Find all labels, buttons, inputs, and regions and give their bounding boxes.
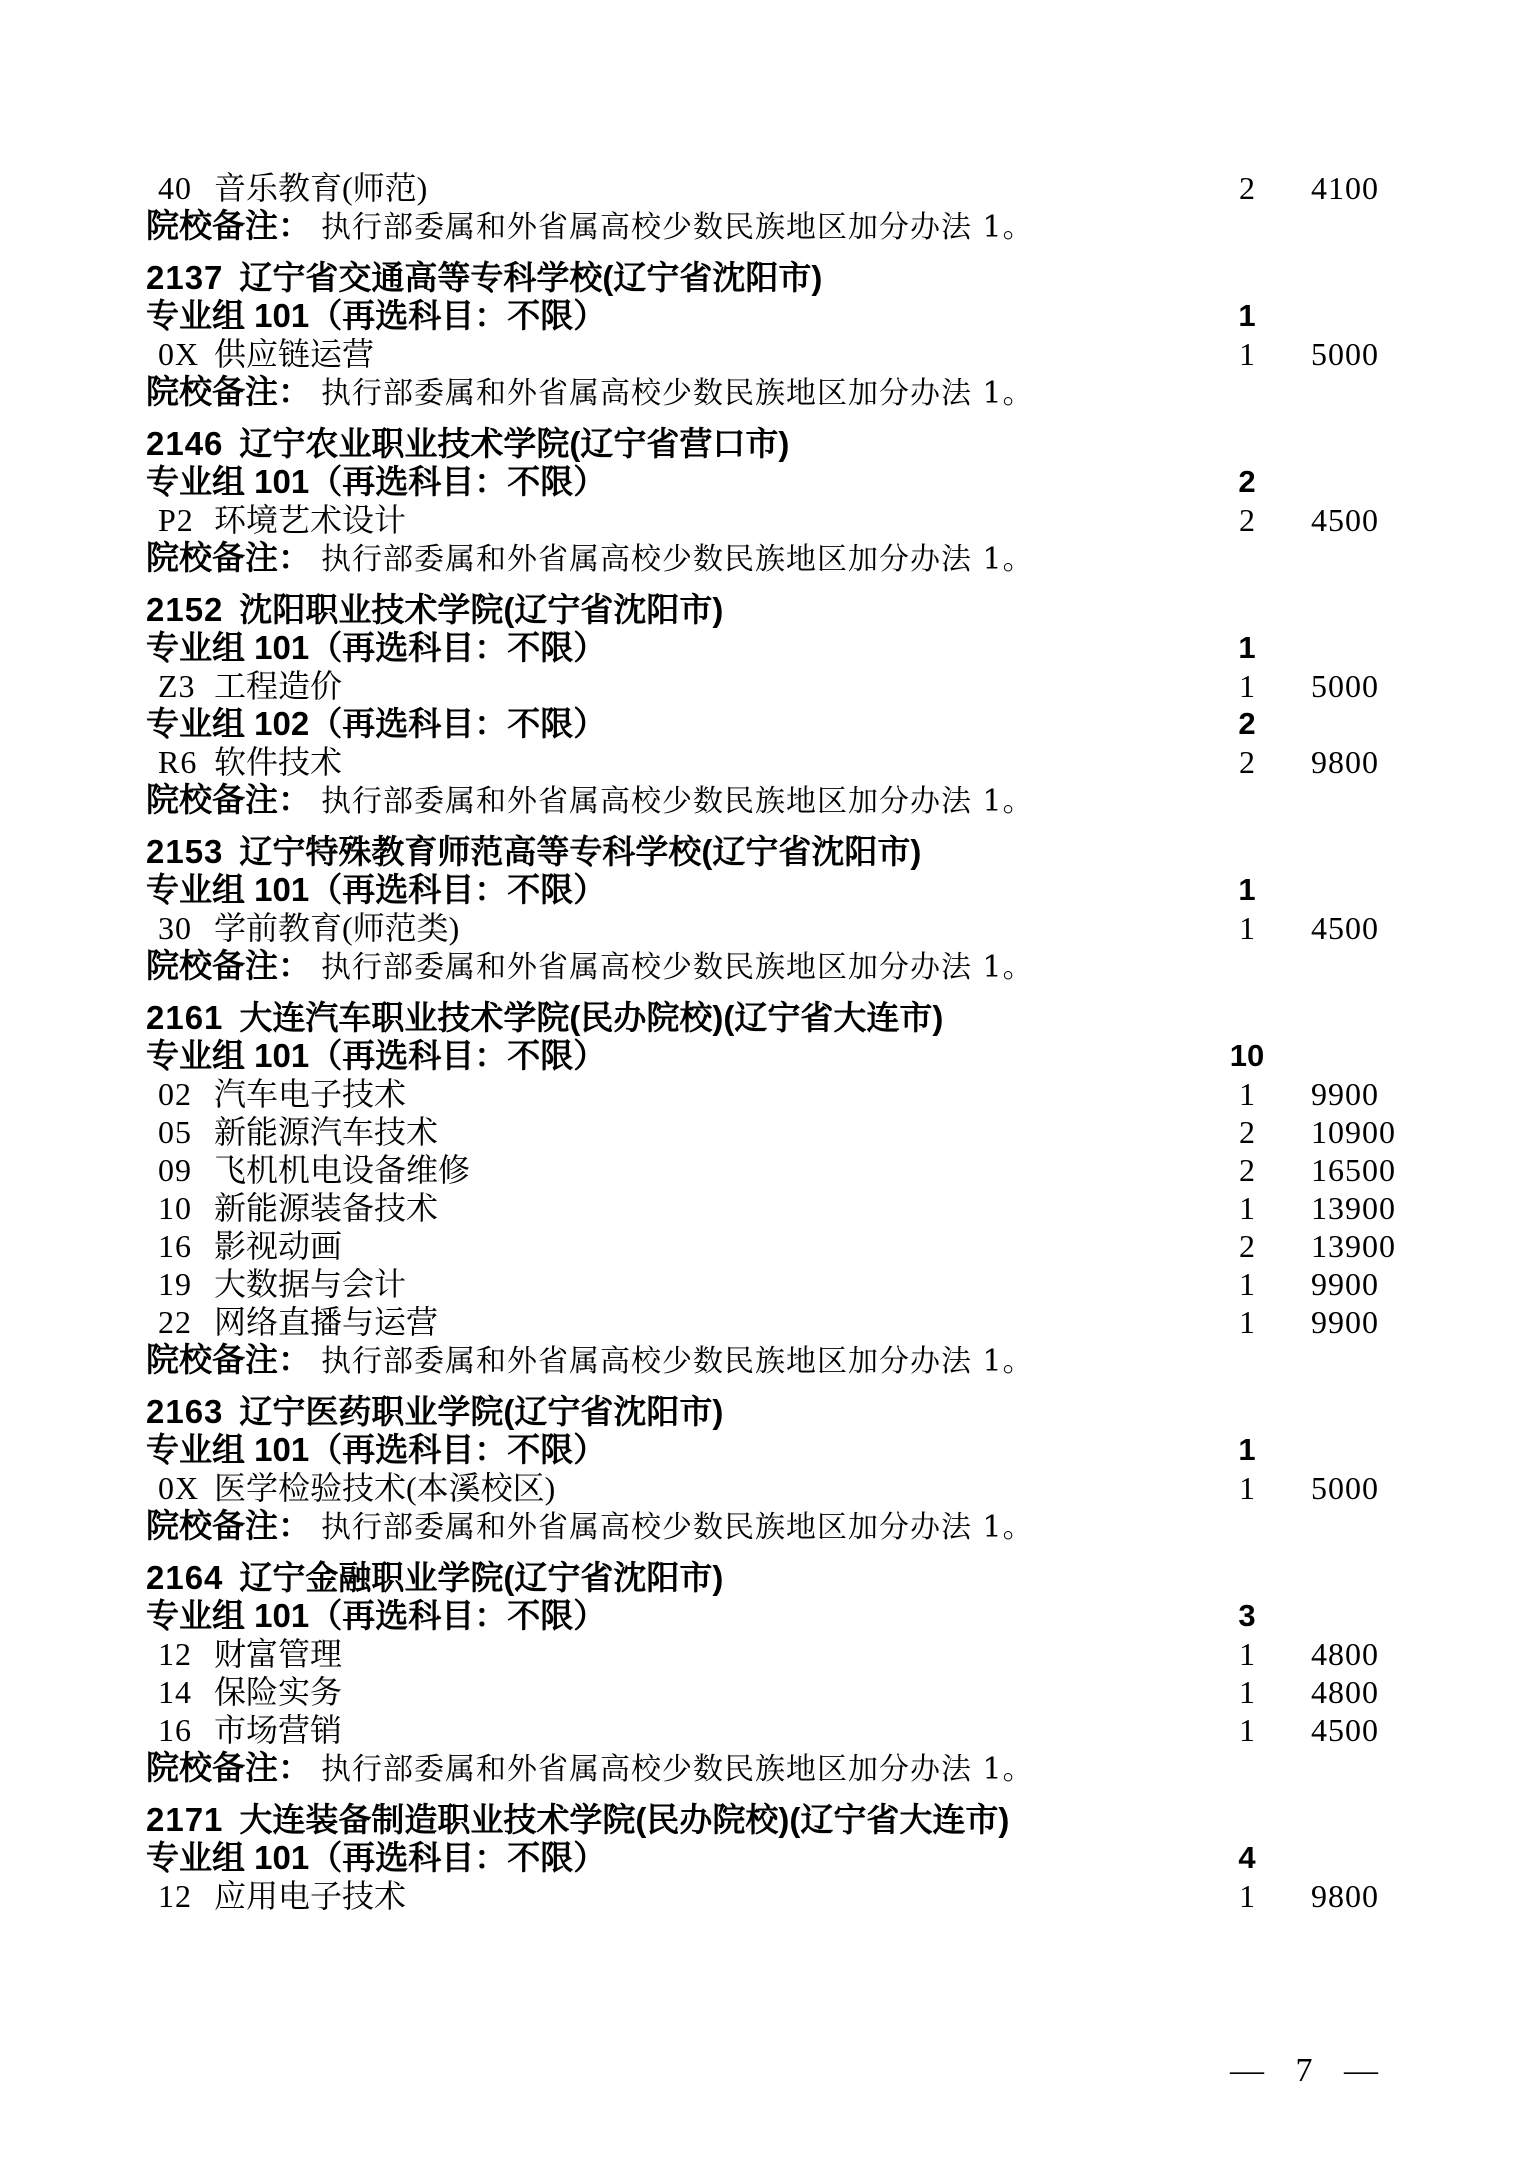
major-code: 02 [158, 1076, 192, 1112]
major-plan-count: 1 [1239, 1470, 1255, 1506]
major-tuition: 4500 [1311, 910, 1379, 946]
major-code: 12 [158, 1636, 192, 1672]
remark-text: 执行部委属和外省属高校少数民族地区加分办法 1。 [321, 1752, 1034, 1787]
major-row [0, 169, 1517, 207]
major-group-label: 专业组 102（再选科目：不限） [146, 705, 607, 742]
major-name: 应用电子技术 [214, 1878, 407, 1914]
major-group-row [0, 463, 1517, 501]
major-group-row [0, 1037, 1517, 1075]
major-tuition: 5000 [1311, 668, 1379, 704]
major-plan-count: 2 [1239, 1228, 1255, 1264]
major-name: 环境艺术设计 [214, 502, 407, 538]
major-name: 音乐教育(师范) [214, 170, 428, 206]
school-header-row [0, 425, 1517, 463]
group-plan-count: 3 [1238, 1598, 1256, 1633]
major-tuition: 9800 [1311, 744, 1379, 780]
document-content [0, 169, 1517, 1915]
school-name: 大连装备制造职业技术学院(民办院校)(辽宁省大连市) [239, 1801, 1010, 1838]
school-remark-row [0, 539, 1517, 577]
major-row [0, 667, 1517, 705]
major-group-row [0, 705, 1517, 743]
school-header-row [0, 1801, 1517, 1839]
remark-text: 执行部委属和外省属高校少数民族地区加分办法 1。 [321, 784, 1034, 819]
school-remark-row [0, 373, 1517, 411]
group-plan-count: 1 [1238, 872, 1256, 907]
major-name: 飞机机电设备维修 [214, 1152, 471, 1188]
major-name: 学前教育(师范类) [214, 910, 460, 946]
group-plan-count: 4 [1238, 1840, 1256, 1875]
major-group-row [0, 1839, 1517, 1877]
school-header-row [0, 1559, 1517, 1597]
remark-label: 院校备注： [146, 207, 311, 244]
major-code: P2 [158, 502, 194, 538]
remark-text: 执行部委属和外省属高校少数民族地区加分办法 1。 [321, 1344, 1034, 1379]
group-plan-count: 2 [1238, 464, 1256, 499]
major-row [0, 1469, 1517, 1507]
major-plan-count: 1 [1239, 1878, 1255, 1914]
footer-left-dash: — [1230, 2052, 1264, 2089]
major-row [0, 1673, 1517, 1711]
page-footer [1230, 2052, 1378, 2090]
major-row [0, 1711, 1517, 1749]
school-block [0, 1393, 1517, 1545]
major-name: 大数据与会计 [214, 1266, 407, 1302]
group-plan-count: 1 [1238, 1432, 1256, 1467]
major-plan-count: 2 [1239, 1152, 1255, 1188]
major-group-label: 专业组 101（再选科目：不限） [146, 1839, 607, 1876]
major-plan-count: 1 [1239, 1674, 1255, 1710]
major-code: 22 [158, 1304, 192, 1340]
school-block [0, 259, 1517, 411]
major-tuition: 4100 [1311, 170, 1379, 206]
school-remark-row [0, 947, 1517, 985]
school-block [0, 1801, 1517, 1915]
major-tuition: 4500 [1311, 1712, 1379, 1748]
major-group-label: 专业组 101（再选科目：不限） [146, 297, 607, 334]
remark-label: 院校备注： [146, 947, 311, 984]
school-block [0, 1559, 1517, 1787]
remark-text: 执行部委属和外省属高校少数民族地区加分办法 1。 [321, 376, 1034, 411]
major-row [0, 743, 1517, 781]
major-code: 16 [158, 1712, 192, 1748]
major-tuition: 10900 [1311, 1114, 1396, 1150]
school-block [0, 591, 1517, 819]
major-plan-count: 2 [1239, 744, 1255, 780]
school-remark-row [0, 1507, 1517, 1545]
school-header-row [0, 259, 1517, 297]
major-group-label: 专业组 101（再选科目：不限） [146, 871, 607, 908]
major-plan-count: 1 [1239, 1190, 1255, 1226]
school-name: 大连汽车职业技术学院(民办院校)(辽宁省大连市) [239, 999, 944, 1036]
major-plan-count: 1 [1239, 1266, 1255, 1302]
major-plan-count: 2 [1239, 502, 1255, 538]
school-header-row [0, 833, 1517, 871]
remark-label: 院校备注： [146, 539, 311, 576]
major-name: 新能源汽车技术 [214, 1114, 439, 1150]
major-row [0, 1635, 1517, 1673]
school-name: 沈阳职业技术学院(辽宁省沈阳市) [239, 591, 724, 628]
major-tuition: 5000 [1311, 336, 1379, 372]
remark-text: 执行部委属和外省属高校少数民族地区加分办法 1。 [321, 542, 1034, 577]
school-remark-row [0, 1749, 1517, 1787]
school-code: 2171 [146, 1801, 224, 1838]
major-row [0, 1113, 1517, 1151]
major-code: 10 [158, 1190, 192, 1226]
major-name: 软件技术 [214, 744, 343, 780]
group-plan-count: 2 [1238, 706, 1256, 741]
major-row [0, 1265, 1517, 1303]
major-plan-count: 1 [1239, 1304, 1255, 1340]
school-code: 2137 [146, 259, 224, 296]
school-header-row [0, 1393, 1517, 1431]
major-code: 40 [158, 170, 192, 206]
major-code: 30 [158, 910, 192, 946]
major-tuition: 4500 [1311, 502, 1379, 538]
school-code: 2163 [146, 1393, 224, 1430]
major-group-label: 专业组 101（再选科目：不限） [146, 629, 607, 666]
major-code: 12 [158, 1878, 192, 1914]
major-tuition: 4800 [1311, 1636, 1379, 1672]
school-code: 2161 [146, 999, 224, 1036]
school-name: 辽宁农业职业技术学院(辽宁省营口市) [239, 425, 790, 462]
major-group-row [0, 297, 1517, 335]
major-code: Z3 [158, 668, 196, 704]
major-row [0, 501, 1517, 539]
major-name: 新能源装备技术 [214, 1190, 439, 1226]
school-header-row [0, 591, 1517, 629]
major-row [0, 335, 1517, 373]
school-name: 辽宁省交通高等专科学校(辽宁省沈阳市) [239, 259, 823, 296]
major-plan-count: 1 [1239, 1712, 1255, 1748]
major-tuition: 9800 [1311, 1878, 1379, 1914]
group-plan-count: 1 [1238, 298, 1256, 333]
school-block [0, 425, 1517, 577]
major-name: 供应链运营 [214, 336, 375, 372]
major-code: 05 [158, 1114, 192, 1150]
major-tuition: 4800 [1311, 1674, 1379, 1710]
major-code: 16 [158, 1228, 192, 1264]
school-remark-row [0, 207, 1517, 245]
major-code: 19 [158, 1266, 192, 1302]
major-plan-count: 2 [1239, 1114, 1255, 1150]
major-plan-count: 2 [1239, 170, 1255, 206]
remark-label: 院校备注： [146, 1341, 311, 1378]
major-tuition: 9900 [1311, 1076, 1379, 1112]
school-block [0, 833, 1517, 985]
major-plan-count: 1 [1239, 1076, 1255, 1112]
major-code: 0X [158, 1470, 200, 1506]
school-block [0, 999, 1517, 1379]
major-row [0, 1227, 1517, 1265]
major-tuition: 9900 [1311, 1304, 1379, 1340]
major-tuition: 5000 [1311, 1470, 1379, 1506]
major-group-label: 专业组 101（再选科目：不限） [146, 1431, 607, 1468]
major-name: 医学检验技术(本溪校区) [214, 1470, 556, 1506]
major-group-row [0, 629, 1517, 667]
major-tuition: 13900 [1311, 1228, 1396, 1264]
school-remark-row [0, 781, 1517, 819]
major-plan-count: 1 [1239, 668, 1255, 704]
major-row [0, 1075, 1517, 1113]
school-code: 2153 [146, 833, 224, 870]
major-code: 14 [158, 1674, 192, 1710]
remark-text: 执行部委属和外省属高校少数民族地区加分办法 1。 [321, 1510, 1034, 1545]
major-name: 汽车电子技术 [214, 1076, 407, 1112]
major-group-label: 专业组 101（再选科目：不限） [146, 463, 607, 500]
major-plan-count: 1 [1239, 910, 1255, 946]
remark-label: 院校备注： [146, 1749, 311, 1786]
group-plan-count: 10 [1229, 1038, 1265, 1073]
major-name: 财富管理 [214, 1636, 343, 1672]
major-plan-count: 1 [1239, 336, 1255, 372]
major-row [0, 1189, 1517, 1227]
school-block [0, 169, 1517, 245]
school-name: 辽宁金融职业学院(辽宁省沈阳市) [239, 1559, 724, 1596]
major-group-label: 专业组 101（再选科目：不限） [146, 1597, 607, 1634]
major-tuition: 9900 [1311, 1266, 1379, 1302]
major-name: 影视动画 [214, 1228, 343, 1264]
major-group-row [0, 1597, 1517, 1635]
school-code: 2152 [146, 591, 224, 628]
major-name: 保险实务 [214, 1674, 343, 1710]
remark-label: 院校备注： [146, 373, 311, 410]
school-code: 2164 [146, 1559, 224, 1596]
major-group-label: 专业组 101（再选科目：不限） [146, 1037, 607, 1074]
school-name: 辽宁医药职业学院(辽宁省沈阳市) [239, 1393, 724, 1430]
major-name: 工程造价 [214, 668, 343, 704]
major-row [0, 909, 1517, 947]
major-row [0, 1303, 1517, 1341]
remark-label: 院校备注： [146, 781, 311, 818]
major-code: R6 [158, 744, 198, 780]
footer-right-dash: — [1344, 2052, 1378, 2089]
remark-label: 院校备注： [146, 1507, 311, 1544]
school-code: 2146 [146, 425, 224, 462]
major-tuition: 13900 [1311, 1190, 1396, 1226]
major-code: 09 [158, 1152, 192, 1188]
school-header-row [0, 999, 1517, 1037]
major-code: 0X [158, 336, 200, 372]
school-remark-row [0, 1341, 1517, 1379]
major-name: 市场营销 [214, 1712, 343, 1748]
major-name: 网络直播与运营 [214, 1304, 439, 1340]
major-tuition: 16500 [1311, 1152, 1396, 1188]
major-group-row [0, 1431, 1517, 1469]
remark-text: 执行部委属和外省属高校少数民族地区加分办法 1。 [321, 950, 1034, 985]
major-group-row [0, 871, 1517, 909]
group-plan-count: 1 [1238, 630, 1256, 665]
major-plan-count: 1 [1239, 1636, 1255, 1672]
major-row [0, 1151, 1517, 1189]
school-name: 辽宁特殊教育师范高等专科学校(辽宁省沈阳市) [239, 833, 922, 870]
major-row [0, 1877, 1517, 1915]
page-number: 7 [1295, 2052, 1313, 2089]
remark-text: 执行部委属和外省属高校少数民族地区加分办法 1。 [321, 210, 1034, 245]
